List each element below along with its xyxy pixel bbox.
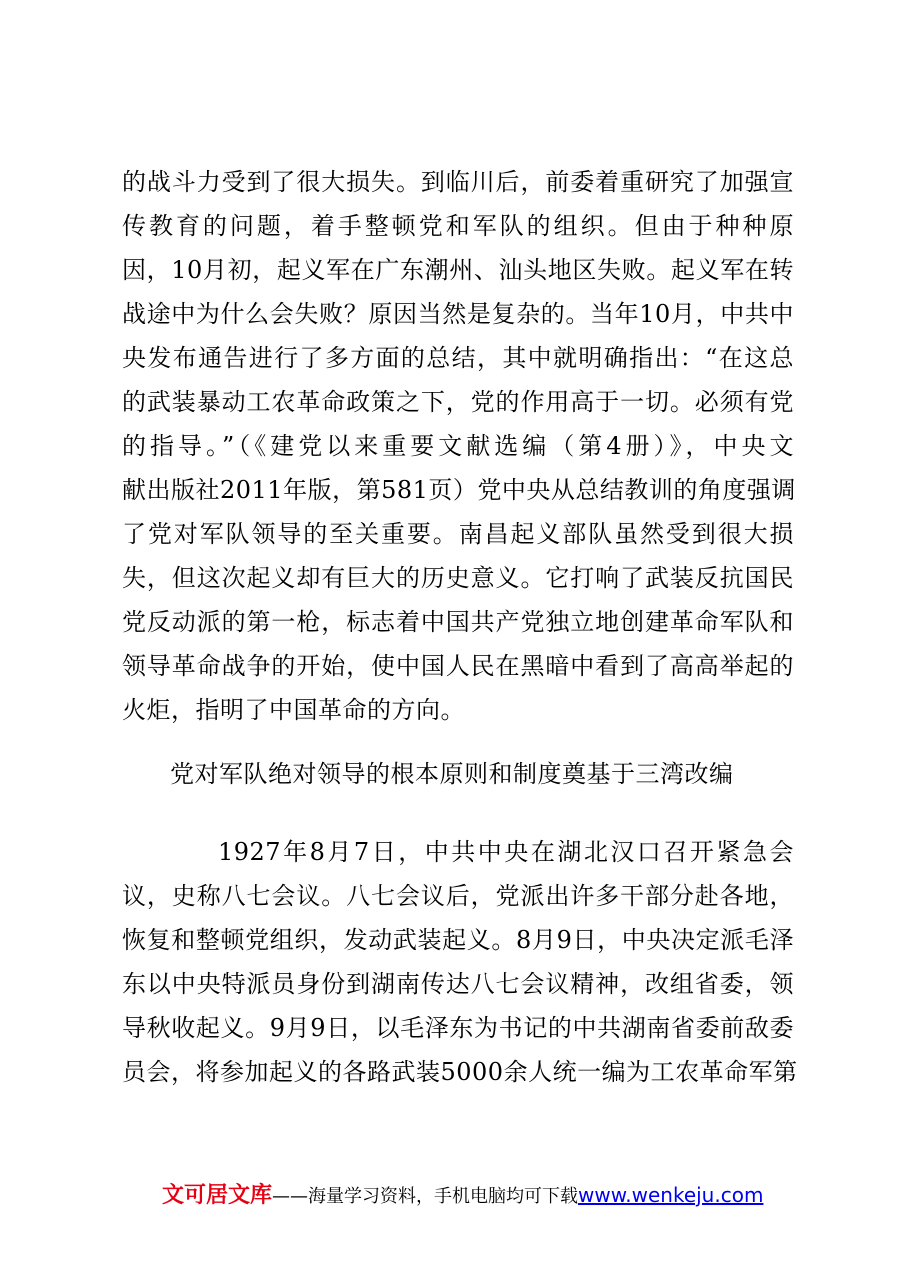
paragraph-line: 火炬，指明了中国革命的方向。 <box>122 696 465 724</box>
footer-slogan: ——海量学习资料，手机电脑均可下载 <box>272 1186 579 1207</box>
paragraph-line: 员会，将参加起义的各路武装5000余人统一编为工农革命军第 <box>122 1058 798 1086</box>
paragraph-line: 战途中为什么会失败？原因当然是复杂的。当年10月，中共中 <box>122 300 794 328</box>
paragraph-line: 导秋收起义。9月9日，以毛泽东为书记的中共湖南省委前敌委 <box>122 1014 794 1042</box>
footer-brand: 文可居文库 <box>162 1183 273 1208</box>
paragraph-line: 1927年8月7日，中共中央在湖北汉口召开紧急会 <box>218 838 794 866</box>
paragraph-line: 献出版社2011年版，第581页）党中央从总结教训的角度强调 <box>122 476 796 504</box>
paragraph-line: 的战斗力受到了很大损失。到临川后，前委着重研究了加强宣 <box>122 168 794 196</box>
footer-website-link[interactable]: www.wenkeju.com <box>578 1183 764 1207</box>
paragraph-line: 因，10月初，起义军在广东潮州、汕头地区失败。起义军在转 <box>122 256 794 284</box>
section-heading: 党对军队绝对领导的根本原则和制度奠基于三湾改编 <box>170 760 734 788</box>
paragraph-line: 的指导。”（《建党以来重要文献选编（第4册）》，中央文 <box>122 432 794 460</box>
footer-banner <box>162 1180 763 1210</box>
paragraph-line: 恢复和整顿党组织，发动武装起义。8月9日，中央决定派毛泽 <box>122 926 794 954</box>
paragraph-line: 失，但这次起义却有巨大的历史意义。它打响了武装反抗国民 <box>122 564 794 592</box>
paragraph-1 <box>122 160 794 732</box>
paragraph-line: 领导革命战争的开始，使中国人民在黑暗中看到了高高举起的 <box>122 652 794 680</box>
paragraph-line: 央发布通告进行了多方面的总结，其中就明确指出：“在这总 <box>122 344 794 372</box>
paragraph-line: 东以中央特派员身份到湖南传达八七会议精神，改组省委，领 <box>122 970 794 998</box>
paragraph-line: 党反动派的第一枪，标志着中国共产党独立地创建革命军队和 <box>122 608 794 636</box>
paragraph-2 <box>122 830 798 1094</box>
paragraph-line: 议，史称八七会议。八七会议后，党派出许多干部分赴各地， <box>122 882 794 910</box>
paragraph-line: 了党对军队领导的至关重要。南昌起义部队虽然受到很大损 <box>122 520 794 548</box>
paragraph-line: 的武装暴动工农革命政策之下，党的作用高于一切。必须有党 <box>122 388 794 416</box>
paragraph-line: 传教育的问题，着手整顿党和军队的组织。但由于种种原 <box>122 212 794 240</box>
